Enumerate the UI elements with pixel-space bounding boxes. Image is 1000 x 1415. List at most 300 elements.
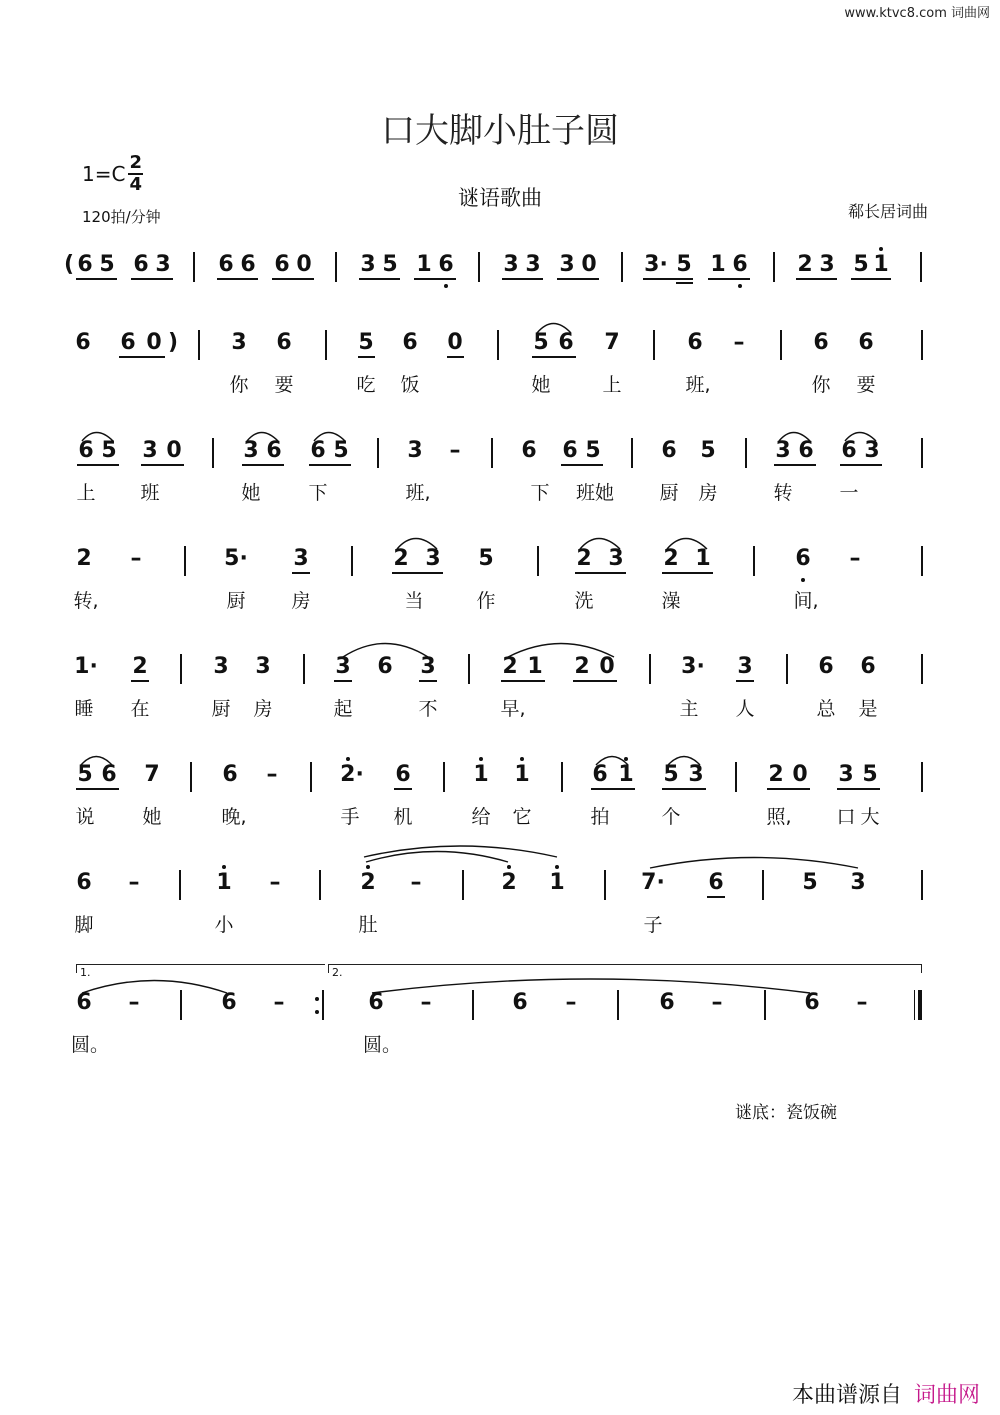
footer-source bbox=[792, 1378, 980, 1409]
beam bbox=[309, 464, 351, 466]
note: 6 bbox=[75, 330, 91, 355]
octave-dot-low bbox=[738, 284, 742, 288]
lyric: 当 bbox=[404, 590, 424, 612]
lyric: 你 bbox=[811, 374, 831, 396]
beam bbox=[561, 464, 603, 466]
time-signature bbox=[128, 153, 143, 195]
beam bbox=[76, 278, 117, 280]
note: 6 bbox=[795, 546, 811, 571]
barline bbox=[762, 870, 764, 900]
note: 5· bbox=[224, 546, 248, 571]
dash: – bbox=[565, 990, 577, 1015]
note: 6 bbox=[395, 762, 411, 787]
note: 6 bbox=[310, 438, 326, 463]
note: 1 bbox=[216, 870, 232, 895]
note: 6 bbox=[221, 990, 237, 1015]
close-paren: ) bbox=[168, 330, 179, 355]
note: 7 bbox=[144, 762, 160, 787]
barline bbox=[180, 654, 182, 684]
note: 1 bbox=[549, 870, 565, 895]
barline bbox=[653, 330, 655, 360]
note: 2 bbox=[360, 870, 376, 895]
beam bbox=[394, 788, 412, 790]
note: 6 bbox=[133, 252, 149, 277]
dash: – bbox=[449, 438, 461, 463]
lyric: 房 bbox=[698, 482, 718, 504]
note: 1 bbox=[695, 546, 711, 571]
lyric: 下 bbox=[530, 482, 550, 504]
octave-dot-high bbox=[479, 757, 483, 761]
lyric: 人 bbox=[735, 698, 755, 720]
barline bbox=[193, 252, 195, 282]
barline bbox=[325, 330, 327, 360]
note: 5 bbox=[533, 330, 549, 355]
note: 0 bbox=[599, 654, 615, 679]
note: 5 bbox=[676, 252, 692, 277]
note: 5 bbox=[585, 438, 601, 463]
note: 6 bbox=[661, 438, 677, 463]
tempo: 120拍/分钟 bbox=[82, 208, 161, 226]
note: 5 bbox=[99, 252, 115, 277]
note: 1 bbox=[618, 762, 634, 787]
note: 2 bbox=[393, 546, 409, 571]
barline bbox=[184, 546, 186, 576]
octave-dot-low bbox=[444, 284, 448, 288]
dash: – bbox=[269, 870, 281, 895]
beam bbox=[292, 572, 310, 574]
barline bbox=[764, 990, 766, 1020]
note: 6 bbox=[77, 252, 93, 277]
note: 3 bbox=[737, 654, 753, 679]
lyric: 间, bbox=[793, 590, 819, 612]
note: 3 bbox=[142, 438, 158, 463]
note: 5 bbox=[358, 330, 374, 355]
lyric: 不 bbox=[418, 698, 438, 720]
note: 6 bbox=[101, 762, 117, 787]
lyric: 下 bbox=[308, 482, 328, 504]
barline bbox=[773, 252, 775, 282]
barline bbox=[786, 654, 788, 684]
note: 6 bbox=[266, 438, 282, 463]
note: 3 bbox=[775, 438, 791, 463]
dash: – bbox=[856, 990, 868, 1015]
note: 6 bbox=[120, 330, 136, 355]
note: 3 bbox=[425, 546, 441, 571]
lyric: 她 bbox=[531, 374, 551, 396]
barline bbox=[745, 438, 747, 468]
octave-dot-high bbox=[366, 865, 370, 869]
note: 3 bbox=[407, 438, 423, 463]
note: 3 bbox=[255, 654, 271, 679]
note: 3 bbox=[231, 330, 247, 355]
lyric: 机 bbox=[393, 806, 413, 828]
note: 3 bbox=[503, 252, 519, 277]
note: 6 bbox=[798, 438, 814, 463]
beam bbox=[575, 572, 626, 574]
note: 3 bbox=[608, 546, 624, 571]
octave-dot-high bbox=[222, 865, 226, 869]
beam bbox=[662, 788, 706, 790]
beam bbox=[217, 278, 258, 280]
lyric: 给 bbox=[471, 806, 491, 828]
beam bbox=[501, 680, 545, 682]
volta-first-ending bbox=[76, 964, 325, 973]
barline bbox=[631, 438, 633, 468]
note: 6 bbox=[78, 438, 94, 463]
dash: – bbox=[128, 990, 140, 1015]
lyric: 晚, bbox=[221, 806, 247, 828]
note: 1 bbox=[416, 252, 432, 277]
lyric: 要 bbox=[274, 374, 294, 396]
note: 6 bbox=[659, 990, 675, 1015]
lyric: 上 bbox=[602, 374, 622, 396]
beam bbox=[557, 278, 599, 280]
note: 6 bbox=[438, 252, 454, 277]
lyric: 大 bbox=[860, 806, 880, 828]
barline bbox=[443, 762, 445, 792]
note: 3 bbox=[243, 438, 259, 463]
lyric: 拍 bbox=[590, 806, 610, 828]
beam bbox=[736, 680, 754, 682]
beam bbox=[591, 788, 635, 790]
note: 0 bbox=[792, 762, 808, 787]
slur bbox=[364, 846, 557, 857]
beam bbox=[643, 278, 693, 280]
note: 6 bbox=[377, 654, 393, 679]
lyric: 肚 bbox=[358, 914, 378, 936]
note: 6 bbox=[402, 330, 418, 355]
lyric: 班, bbox=[685, 374, 711, 396]
note: 6 bbox=[858, 330, 874, 355]
repeat-dot bbox=[315, 1010, 319, 1014]
note: 3 bbox=[213, 654, 229, 679]
barline bbox=[921, 654, 923, 684]
note: 6 bbox=[818, 654, 834, 679]
barline bbox=[735, 762, 737, 792]
lyric: 总 bbox=[816, 698, 836, 720]
barline bbox=[921, 546, 923, 576]
lyric: 房 bbox=[291, 590, 311, 612]
repeat-barline bbox=[322, 990, 324, 1020]
open-paren: ( bbox=[64, 252, 75, 277]
note: 2 bbox=[76, 546, 92, 571]
note: 3 bbox=[688, 762, 704, 787]
beam bbox=[837, 788, 880, 790]
note: 7 bbox=[604, 330, 620, 355]
octave-dot-high bbox=[879, 247, 883, 251]
beam bbox=[131, 278, 173, 280]
note: 1 bbox=[873, 252, 889, 277]
note: 0 bbox=[581, 252, 597, 277]
barline bbox=[491, 438, 493, 468]
lyric: 脚 bbox=[74, 914, 94, 936]
note: 6 bbox=[708, 870, 724, 895]
barline bbox=[212, 438, 214, 468]
dash: – bbox=[128, 870, 140, 895]
octave-dot-high bbox=[507, 865, 511, 869]
note: 6 bbox=[562, 438, 578, 463]
note: 6 bbox=[274, 252, 290, 277]
note: 2 bbox=[576, 546, 592, 571]
barline bbox=[303, 654, 305, 684]
note: 6 bbox=[860, 654, 876, 679]
note: 5 bbox=[802, 870, 818, 895]
barline bbox=[537, 546, 539, 576]
barline bbox=[335, 252, 337, 282]
lyric: 手 bbox=[340, 806, 360, 828]
note: 5 bbox=[478, 546, 494, 571]
lyric: 在 bbox=[130, 698, 150, 720]
note: 3· bbox=[644, 252, 668, 277]
note: 0 bbox=[447, 330, 463, 355]
barline bbox=[180, 990, 182, 1020]
barline bbox=[753, 546, 755, 576]
barline bbox=[179, 870, 181, 900]
site-url: www.ktvc8.com 词曲网 bbox=[844, 6, 990, 21]
note: 3 bbox=[335, 654, 351, 679]
lyric: 吃 bbox=[356, 374, 376, 396]
note: 2 bbox=[502, 654, 518, 679]
note: 3 bbox=[864, 438, 880, 463]
barline bbox=[319, 870, 321, 900]
beam bbox=[76, 788, 119, 790]
volta-second-ending bbox=[328, 964, 922, 973]
note: 2 bbox=[574, 654, 590, 679]
note: 3 bbox=[838, 762, 854, 787]
barline bbox=[780, 330, 782, 360]
lyric: 厨 bbox=[226, 590, 246, 612]
beam bbox=[359, 278, 400, 280]
dash: – bbox=[273, 990, 285, 1015]
footer-prefix: 本曲谱源自 bbox=[791, 1383, 902, 1408]
barline bbox=[462, 870, 464, 900]
lyric: 厨 bbox=[211, 698, 231, 720]
octave-dot-high bbox=[346, 757, 350, 761]
note: 6 bbox=[76, 990, 92, 1015]
lyric: 转, bbox=[73, 590, 99, 612]
note: 6 bbox=[218, 252, 234, 277]
note: 0 bbox=[296, 252, 312, 277]
song-subtitle: 谜语歌曲 bbox=[458, 186, 542, 210]
beam bbox=[131, 680, 149, 682]
dash: – bbox=[711, 990, 723, 1015]
beam bbox=[141, 464, 184, 466]
beam bbox=[662, 572, 713, 574]
lyric: 说 bbox=[75, 806, 95, 828]
lyric: 班 bbox=[140, 482, 160, 504]
note: 5 bbox=[101, 438, 117, 463]
note: 1· bbox=[74, 654, 98, 679]
composer: 郗长居词曲 bbox=[847, 202, 928, 221]
beam bbox=[840, 464, 882, 466]
note: 6 bbox=[240, 252, 256, 277]
key-label: 1=C bbox=[82, 162, 126, 186]
lyric: 转 bbox=[773, 482, 793, 504]
final-barline-thin bbox=[914, 990, 915, 1020]
lyric: 澡 bbox=[661, 590, 681, 612]
note: 3 bbox=[525, 252, 541, 277]
time-numerator: 2 bbox=[129, 152, 142, 173]
lyric: 要 bbox=[856, 374, 876, 396]
note: 1 bbox=[710, 252, 726, 277]
barline bbox=[921, 870, 923, 900]
note: 3· bbox=[681, 654, 705, 679]
note: 6 bbox=[512, 990, 528, 1015]
lyric: 你 bbox=[229, 374, 249, 396]
riddle-answer: 谜底：瓷饭碗 bbox=[735, 1103, 837, 1123]
note: 6 bbox=[687, 330, 703, 355]
lyric: 她 bbox=[241, 482, 261, 504]
beam bbox=[242, 464, 284, 466]
volta-number: 2. bbox=[332, 966, 343, 979]
note: 6 bbox=[521, 438, 537, 463]
footer-brand: 词曲网 bbox=[913, 1383, 980, 1408]
barline bbox=[190, 762, 192, 792]
octave-dot-high bbox=[555, 865, 559, 869]
lyric: 饭 bbox=[400, 374, 420, 396]
beam bbox=[774, 464, 816, 466]
note: 2 bbox=[132, 654, 148, 679]
dash: – bbox=[420, 990, 432, 1015]
note: 5 bbox=[700, 438, 716, 463]
octave-dot-high bbox=[520, 757, 524, 761]
lyric: 房 bbox=[253, 698, 273, 720]
lyric: 洗 bbox=[574, 590, 594, 612]
note: 5 bbox=[663, 762, 679, 787]
lyric: 作 bbox=[476, 590, 496, 612]
beam bbox=[419, 680, 437, 682]
note: 5 bbox=[333, 438, 349, 463]
beam bbox=[767, 788, 810, 790]
note: 2 bbox=[797, 252, 813, 277]
barline bbox=[310, 762, 312, 792]
lyric: 早, bbox=[500, 698, 526, 720]
note: 5 bbox=[382, 252, 398, 277]
lyric: 圆。 bbox=[71, 1034, 110, 1056]
octave-dot-high bbox=[624, 757, 628, 761]
dash: – bbox=[266, 762, 278, 787]
barline bbox=[198, 330, 200, 360]
barline bbox=[377, 438, 379, 468]
repeat-dot bbox=[315, 997, 319, 1001]
note: 2 bbox=[768, 762, 784, 787]
note: 0 bbox=[146, 330, 162, 355]
note: 6 bbox=[592, 762, 608, 787]
lyric: 它 bbox=[512, 806, 532, 828]
lyric: 小 bbox=[214, 914, 234, 936]
barline bbox=[468, 654, 470, 684]
dash: – bbox=[410, 870, 422, 895]
beam bbox=[272, 278, 314, 280]
note: 6 bbox=[558, 330, 574, 355]
note: 6 bbox=[841, 438, 857, 463]
time-denominator: 4 bbox=[129, 174, 142, 195]
barline bbox=[604, 870, 606, 900]
note: 7· bbox=[641, 870, 665, 895]
note: 3 bbox=[819, 252, 835, 277]
beam bbox=[414, 278, 456, 280]
note: 6 bbox=[76, 870, 92, 895]
beam bbox=[573, 680, 617, 682]
note: 6 bbox=[222, 762, 238, 787]
dash: – bbox=[849, 546, 861, 571]
note: 3 bbox=[360, 252, 376, 277]
lyric: 睡 bbox=[74, 698, 94, 720]
note: 6 bbox=[813, 330, 829, 355]
beam bbox=[851, 278, 891, 280]
note: 6 bbox=[276, 330, 292, 355]
lyric: 照, bbox=[766, 806, 792, 828]
note: 6 bbox=[804, 990, 820, 1015]
lyric: 她 bbox=[142, 806, 162, 828]
octave-dot-low bbox=[801, 578, 805, 582]
lyric: 厨 bbox=[659, 482, 679, 504]
beam bbox=[796, 278, 837, 280]
note: 6 bbox=[732, 252, 748, 277]
lyric: 主 bbox=[679, 698, 699, 720]
barline bbox=[649, 654, 651, 684]
key-signature bbox=[82, 153, 143, 195]
volta-number: 1. bbox=[80, 966, 91, 979]
beam bbox=[119, 356, 165, 358]
lyric: 个 bbox=[661, 806, 681, 828]
beam bbox=[502, 278, 543, 280]
barline bbox=[921, 438, 923, 468]
final-barline-thick bbox=[918, 990, 922, 1020]
barline bbox=[478, 252, 480, 282]
dash: – bbox=[733, 330, 745, 355]
beam bbox=[358, 356, 375, 358]
barline bbox=[561, 762, 563, 792]
note: 1 bbox=[473, 762, 489, 787]
lyric: 子 bbox=[643, 914, 663, 936]
note: 1 bbox=[527, 654, 543, 679]
note: 3 bbox=[850, 870, 866, 895]
note: 6 bbox=[368, 990, 384, 1015]
lyric: 班她 bbox=[576, 482, 615, 504]
beam bbox=[447, 356, 464, 358]
barline bbox=[921, 762, 923, 792]
note: 3 bbox=[155, 252, 171, 277]
note: 2 bbox=[663, 546, 679, 571]
barline bbox=[621, 252, 623, 282]
slur bbox=[650, 858, 858, 869]
lyric: 是 bbox=[858, 698, 878, 720]
slur bbox=[366, 852, 508, 863]
note: 0 bbox=[166, 438, 182, 463]
barline bbox=[921, 330, 923, 360]
lyric: 一 bbox=[839, 482, 859, 504]
barline bbox=[472, 990, 474, 1020]
note: 1 bbox=[514, 762, 530, 787]
note: 5 bbox=[77, 762, 93, 787]
beam bbox=[392, 572, 443, 574]
beam-double bbox=[676, 282, 693, 284]
barline bbox=[617, 990, 619, 1020]
beam bbox=[77, 464, 119, 466]
lyric: 圆。 bbox=[363, 1034, 402, 1056]
note: 3 bbox=[559, 252, 575, 277]
beam bbox=[707, 896, 725, 898]
lyric: 上 bbox=[76, 482, 96, 504]
note: 2 bbox=[501, 870, 517, 895]
note: 3 bbox=[293, 546, 309, 571]
beam bbox=[532, 356, 576, 358]
lyric: 口 bbox=[836, 806, 856, 828]
note: 5 bbox=[853, 252, 869, 277]
barline bbox=[920, 252, 922, 282]
barline bbox=[351, 546, 353, 576]
